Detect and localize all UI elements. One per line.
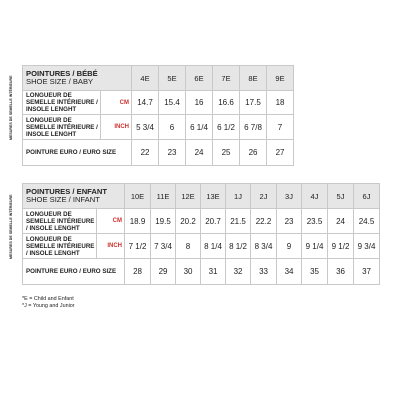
size-value: 16.6 — [213, 91, 240, 115]
size-value: 21.5 — [226, 209, 251, 234]
row-label: LONGUEUR DE SEMELLE INTÉRIEURE / INSOLE LENGHT — [23, 115, 101, 140]
child-size-table — [22, 183, 380, 285]
size-value: 23.5 — [302, 209, 328, 234]
unit-label: CM — [101, 91, 132, 115]
child-size-header: 11E — [151, 184, 176, 209]
size-value: 24.5 — [354, 209, 380, 234]
size-value: 9 1/4 — [302, 234, 328, 259]
footnote-e: *E = Child and Enfant — [22, 296, 74, 302]
size-value: 9 1/2 — [328, 234, 354, 259]
child-size-header: 2J — [251, 184, 277, 209]
size-value: 33 — [251, 259, 277, 285]
baby-header-row — [23, 66, 294, 91]
unit-label: CM — [97, 209, 125, 234]
baby-inch-row — [23, 115, 294, 140]
size-value: 14.7 — [132, 91, 159, 115]
size-value: 6 7/8 — [240, 115, 267, 140]
footnote-j: *J = Young and Junior — [22, 303, 75, 309]
baby-size-header: 7E — [213, 66, 240, 91]
size-value: 6 — [159, 115, 186, 140]
child-size-header: 3J — [277, 184, 302, 209]
child-header-row — [23, 184, 380, 209]
baby-title-en: SHOE SIZE / BABY — [26, 77, 94, 86]
child-size-header: 10E — [125, 184, 151, 209]
baby-euro-row — [23, 140, 294, 166]
size-value: 6 1/2 — [213, 115, 240, 140]
child-inch-row — [23, 234, 380, 259]
size-value: 36 — [328, 259, 354, 285]
size-value: 24 — [328, 209, 354, 234]
size-value: 8 1/2 — [226, 234, 251, 259]
row-label: LONGUEUR DE SEMELLE INTÉRIEURE / INSOLE LENGHT — [23, 209, 97, 234]
size-value: 8 1/4 — [201, 234, 226, 259]
size-value: 25 — [213, 140, 240, 166]
size-value: 20.2 — [176, 209, 201, 234]
size-value: 16 — [186, 91, 213, 115]
size-value: 8 — [176, 234, 201, 259]
row-label: LONGUEUR DE SEMELLE INTÉRIEURE / INSOLE LENGHT — [23, 234, 97, 259]
size-value: 22 — [132, 140, 159, 166]
child-side-label: MESURES DE SEMELLE INTÉRIEURE — [9, 194, 13, 259]
size-value: 9 — [277, 234, 302, 259]
size-value: 34 — [277, 259, 302, 285]
size-value: 32 — [226, 259, 251, 285]
size-value: 35 — [302, 259, 328, 285]
size-value: 24 — [186, 140, 213, 166]
size-value: 29 — [151, 259, 176, 285]
baby-title-fr: POINTURES / BÉBÉ — [26, 69, 98, 78]
size-value: 23 — [277, 209, 302, 234]
size-value: 37 — [354, 259, 380, 285]
baby-size-header: 8E — [240, 66, 267, 91]
size-value: 18 — [267, 91, 294, 115]
baby-table-title — [23, 66, 132, 91]
baby-size-header: 6E — [186, 66, 213, 91]
child-title-en: SHOE SIZE / INFANT — [26, 195, 100, 204]
size-value: 23 — [159, 140, 186, 166]
size-value: 17.5 — [240, 91, 267, 115]
size-value: 5 3/4 — [132, 115, 159, 140]
child-size-header: 4J — [302, 184, 328, 209]
unit-label: INCH — [101, 115, 132, 140]
child-size-header: 6J — [354, 184, 380, 209]
size-value: 8 3/4 — [251, 234, 277, 259]
size-value: 28 — [125, 259, 151, 285]
size-value: 20.7 — [201, 209, 226, 234]
baby-size-header: 9E — [267, 66, 294, 91]
child-cm-row — [23, 209, 380, 234]
child-euro-row — [23, 259, 380, 285]
size-value: 15.4 — [159, 91, 186, 115]
size-value: 26 — [240, 140, 267, 166]
row-label: LONGUEUR DE SEMELLE INTÉRIEURE / INSOLE LENGHT — [23, 91, 101, 115]
size-value: 31 — [201, 259, 226, 285]
baby-cm-row — [23, 91, 294, 115]
child-size-header: 13E — [201, 184, 226, 209]
child-size-header: 5J — [328, 184, 354, 209]
child-title-fr: POINTURES / ENFANT — [26, 187, 108, 196]
size-value: 18.9 — [125, 209, 151, 234]
baby-side-label: MESURES DE SEMELLE INTÉRIEURE — [9, 75, 13, 140]
row-label: POINTURE EURO / EURO SIZE — [23, 259, 125, 285]
size-value: 6 1/4 — [186, 115, 213, 140]
unit-label: INCH — [97, 234, 125, 259]
baby-size-table — [22, 65, 294, 166]
size-value: 9 3/4 — [354, 234, 380, 259]
child-table-title — [23, 184, 125, 209]
size-value: 7 — [267, 115, 294, 140]
size-value: 7 1/2 — [125, 234, 151, 259]
size-value: 7 3/4 — [151, 234, 176, 259]
row-label: POINTURE EURO / EURO SIZE — [23, 140, 132, 166]
size-value: 22.2 — [251, 209, 277, 234]
baby-size-header: 5E — [159, 66, 186, 91]
size-value: 27 — [267, 140, 294, 166]
child-size-header: 1J — [226, 184, 251, 209]
size-value: 30 — [176, 259, 201, 285]
child-size-header: 12E — [176, 184, 201, 209]
size-value: 19.5 — [151, 209, 176, 234]
baby-size-header: 4E — [132, 66, 159, 91]
